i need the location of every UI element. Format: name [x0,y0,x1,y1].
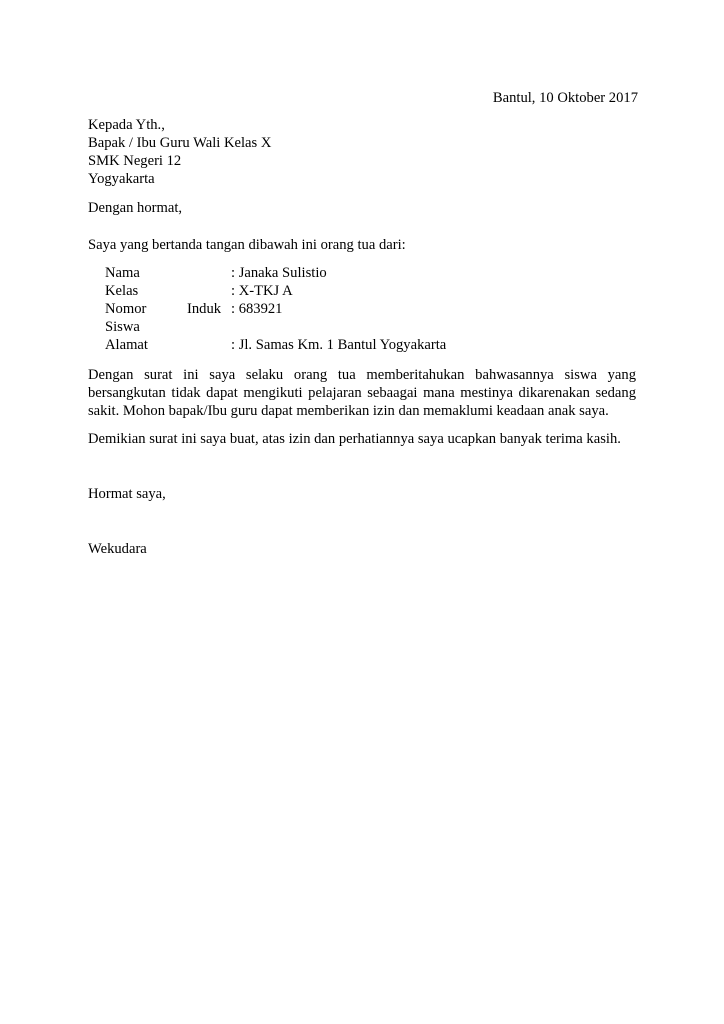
nama-value: : Janaka Sulistio [231,265,327,281]
nomor-label: Nomor [105,301,147,317]
recipient-line: Bapak / Ibu Guru Wali Kelas X [88,135,272,151]
closing-paragraph: Demikian surat ini saya buat, atas izin dan perhatiannya saya ucapkan banyak terima kasih. [88,431,621,447]
recipient-line: Kepada Yth., [88,117,165,133]
induk-label: Induk [187,301,222,317]
salutation: Dengan hormat, [88,200,183,216]
signer-name: Wekudara [88,541,147,557]
alamat-value: : Jl. Samas Km. 1 Bantul Yogyakarta [231,337,447,353]
recipient-line: Yogyakarta [88,171,155,187]
recipient-block [88,116,271,188]
date-line: Bantul, 10 Oktober 2017 [492,90,638,106]
recipient-line: SMK Negeri 12 [88,153,182,169]
kelas-value: : X-TKJ A [231,283,293,299]
regards-line: Hormat saya, [88,486,166,502]
nama-label: Nama [105,265,140,281]
alamat-label: Alamat [105,337,148,353]
siswa-label: Siswa [105,319,140,335]
body-paragraph: Dengan surat ini saya selaku orang tua memberitahukan bahwasannya siswa yang bersangkutan tidak dapat mengikuti pelajaran sebaagai mana mestinya dikarenakan sedang sakit. Mohon bapak/Ibu guru dapat memberikan izin dan memaklumi keadaan anak saya. [88,367,636,419]
intro-line: Saya yang bertanda tangan dibawah ini orang tua dari: [88,237,406,253]
nomor-value: : 683921 [231,301,283,317]
kelas-label: Kelas [105,283,139,299]
